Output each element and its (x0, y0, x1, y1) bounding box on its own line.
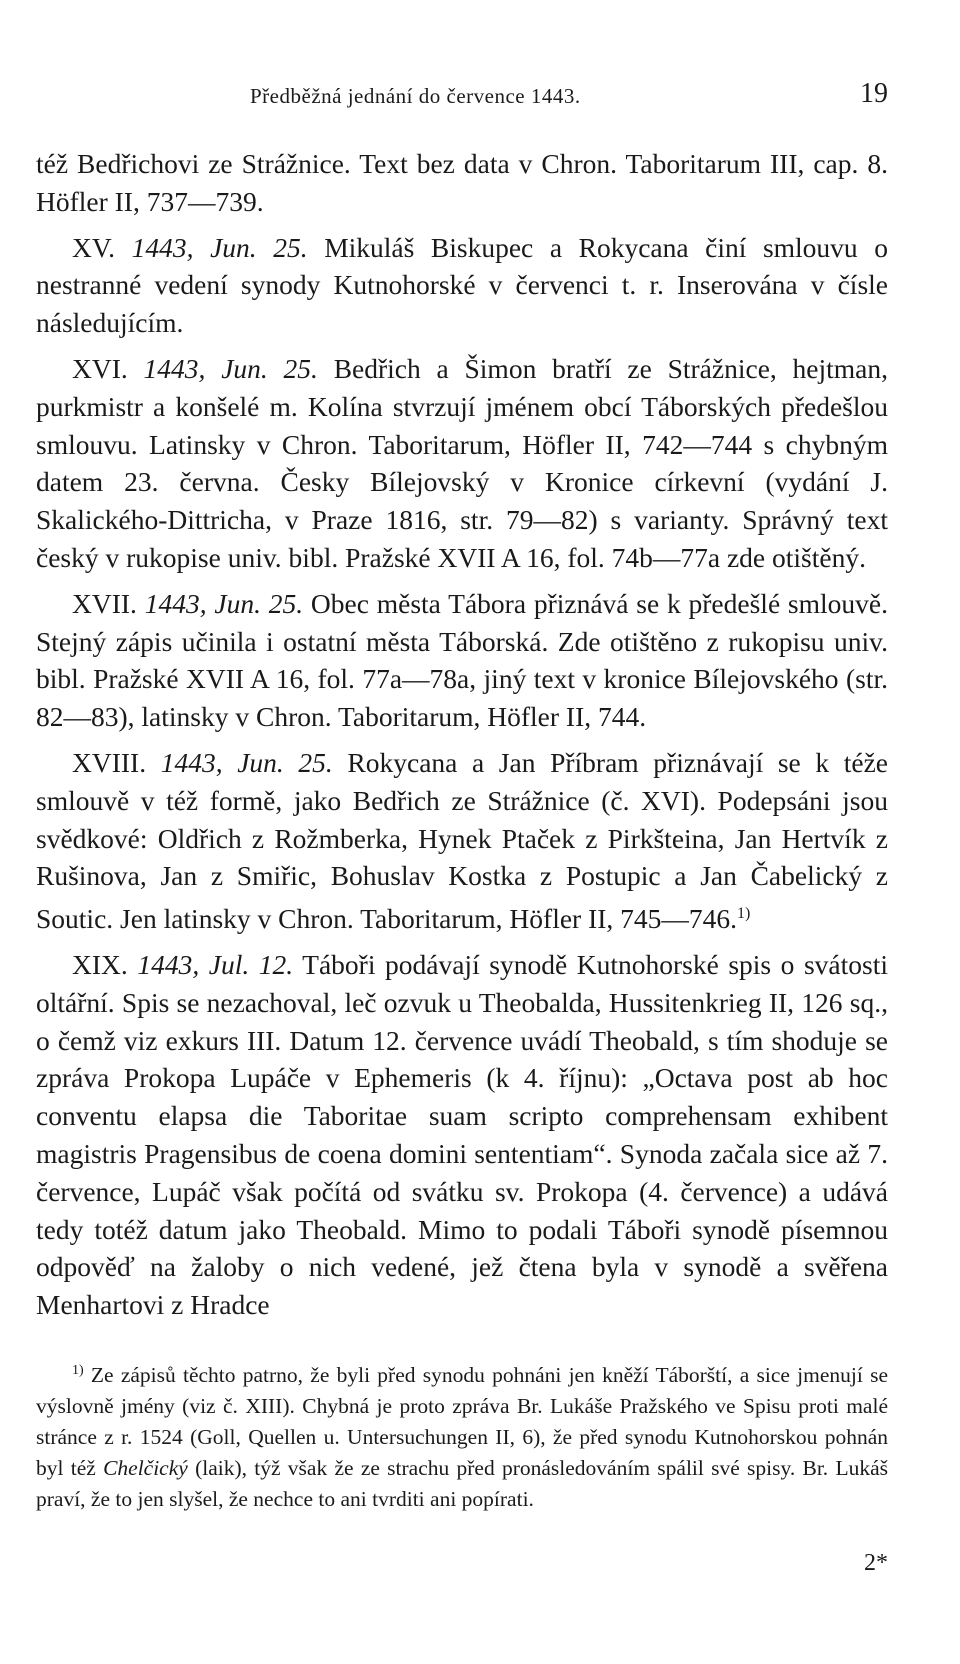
entry-xviii (36, 744, 888, 938)
body-text (36, 145, 888, 1324)
footnote-italic-name: Chelčický (103, 1456, 188, 1481)
entry-xix (36, 946, 888, 1324)
entry-date: 1443, Jun. 25. (160, 746, 333, 778)
entry-text: Obec města Tábora přiznává se k předešlé smlouvě. Stejný zápis učinila i ostatní města Táborská. Zde otištěno z rukopisu univ. bibl. Pražské XVII A 16, fol. 77a—78a, jiný text v kronice Bílejovského (str. 82—83), latinsky v Chron. Taboritarum, Höfler II, 744. (36, 587, 888, 733)
entry-date: 1443, Jun. 25. (144, 587, 304, 619)
entry-text: Táboři podávají synodě Kutnohorské spis o svátosti oltářní. Spis se nezachoval, leč ozvuk u Theobalda, Hussitenkrieg II, 126 sq., o čemž viz exkurs III. Datum 12. července uvádí Theobald, s tím shoduje se zpráva Prokopa Lupáče v Ephemeris (k 4. říjnu): „Octava post ab hoc conventu elapsa die Taboritae suam scripto comprehensam exhibent magistris Pragensibus de coena domini sententiam“. Synoda začala sice až 7. července, Lupáč však počítá od svátku sv. Prokopa (4. července) a udává tedy totéž datum jako Theobald. Mimo to podali Táboři synodě písemnou odpověď na žaloby o nich vedené, jež čtena byla v synodě a svěřena Menhartovi z Hradce (36, 949, 888, 1321)
entry-xvi (36, 350, 888, 577)
signature-mark: 2* (864, 1550, 888, 1576)
footnote-text: Ze zápisů těchto patrno, že byli před synodu pohnáni jen kněží Táborští, a sice jmenují se výslovně jmény (viz č. XIII). Chybná je proto zpráva Br. Lukáše Pražského ve Spisu proti malé stránce z r. 1524 (Goll, Quellen u. Untersuchungen II, 6), že před synodu Kutnohorskou pohnán byl též (36, 1363, 888, 1481)
running-head (40, 78, 888, 118)
entry-date: 1443, Jun. 25. (131, 231, 308, 263)
paragraph-text: též Bedřichovi ze Strážnice. Text bez data v Chron. Taboritarum III, cap. 8. Höfler II, 737—739. (36, 148, 888, 217)
entry-xv (36, 229, 888, 342)
footnote-reference[interactable]: 1) (737, 905, 751, 923)
entry-numeral: XV. (72, 231, 116, 263)
entry-numeral: XVII. (72, 587, 137, 619)
entry-date: 1443, Jul. 12. (137, 949, 294, 981)
entry-numeral: XVI. (72, 352, 128, 384)
entry-text: Bedřich a Šimon bratří ze Strážnice, hejtman, purkmistr a konšelé m. Kolína stvrzují jménem obcí Táborských předešlou smlouvu. Latinsky v Chron. Taboritarum, Höfler II, 742—744 s chybným datem 23. června. Česky Bílejovský v Kronice církevní (vydání J. Skalického-Dittricha, v Praze 1816, str. 79—82) s varianty. Správný text český v rukopise univ. bibl. Pražské XVII A 16, fol. 74b—77a zde otištěný. (36, 352, 888, 573)
entry-text: Rokycana a Jan Příbram přiznávají se k téže smlouvě v též formě, jako Bedřich ze Strážnice (č. XVI). Podepsáni jsou svědkové: Oldřich z Rožmberka, Hynek Ptaček z Pirkšteina, Jan Hertvík z Rušinova, Jan z Smiřic, Bohuslav Kostka z Postupic a Jan Čabelický z Soutic. Jen latinsky v Chron. Taboritarum, Höfler II, 745—746. (36, 746, 889, 935)
paragraph-continuation (36, 145, 888, 221)
entry-text: Mikuláš Biskupec a Rokycana činí smlouvu o nestranné vedení synody Kutnohorské v červenci t. r. Inserována v čísle následujícím. (36, 231, 888, 339)
entry-numeral: XIX. (72, 949, 128, 981)
footnote (36, 1355, 888, 1515)
footnote-marker: 1) (72, 1363, 84, 1378)
entry-date: 1443, Jun. 25. (143, 352, 318, 384)
running-title: Předběžná jednání do července 1443. (250, 84, 581, 108)
entry-numeral: XVIII. (72, 746, 147, 778)
entry-xvii (36, 585, 888, 736)
footnotes (36, 1355, 888, 1515)
page-number: 19 (860, 78, 888, 109)
footnote-text-end: (laik), týž však že ze strachu před pronásledováním spálil své spisy. Br. Lukáš praví, že to jen slyšel, že nechce to ani tvrditi ani popírati. (36, 1456, 888, 1512)
